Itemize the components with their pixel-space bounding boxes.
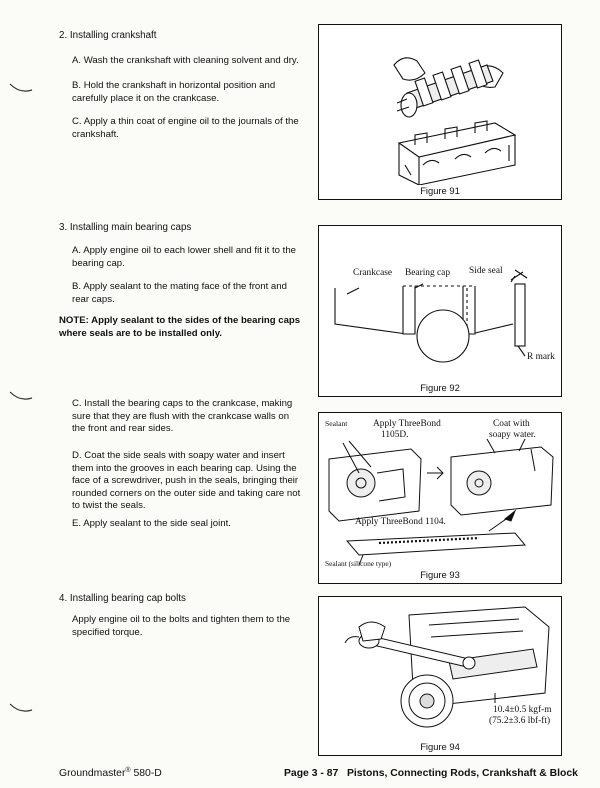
step-text: A. Wash the crankshaft with cleaning solvent and dry. xyxy=(72,55,299,66)
figure-caption: Figure 91 xyxy=(420,185,460,196)
step-text: D. Coat the side seals with soapy water and insert them into the grooves in each bearing cap. Using the face of a screwdriver, push in the seals, bringing their rounded corners on the outer side and taking care not to twist the seals. xyxy=(72,450,301,511)
figure-92 xyxy=(318,225,562,397)
step-text: Apply engine oil to the bolts and tighten them to the specified torque. xyxy=(72,614,291,638)
binder-mark-icon xyxy=(8,388,36,404)
binder-mark-icon xyxy=(8,80,36,96)
label-apply-1105d: 1105D. xyxy=(381,430,409,440)
figure-93 xyxy=(318,412,562,584)
step-text: C. Install the bearing caps to the crankcase, making sure that they are flush with the crankcase walls on the front and rear sides. xyxy=(72,398,293,434)
label-apply-1105d: Apply ThreeBond xyxy=(373,419,441,429)
label-crankcase: Crankcase xyxy=(353,268,393,278)
label-coat-soapy: soapy water. xyxy=(489,430,536,440)
binder-mark-icon xyxy=(8,700,36,716)
figure-caption: Figure 92 xyxy=(420,382,460,393)
label-coat-soapy: Coat with xyxy=(493,419,530,429)
label-bearing-cap: Bearing cap xyxy=(405,268,451,278)
label-sealant-silicone: Sealant (silicone type) xyxy=(325,559,392,568)
step-text: B. Hold the crankshaft in horizontal position and carefully place it on the crankcase. xyxy=(72,80,276,104)
label-apply-1104: Apply ThreeBond 1104. xyxy=(355,517,446,527)
footer-model-number: 580-D xyxy=(130,768,162,779)
footer-page-ref: Page 3 - 87 Pistons, Connecting Rods, Crankshaft & Block xyxy=(284,768,578,779)
torque-spec: (75.2±3.6 lbf-ft) xyxy=(489,716,551,726)
label-side-seal: Side seal xyxy=(469,266,503,276)
step-text: C. Apply a thin coat of engine oil to the journals of the crankshaft. xyxy=(72,116,299,140)
footer-model xyxy=(59,768,162,779)
step-text: E. Apply sealant to the side seal joint. xyxy=(72,518,231,529)
figure-94 xyxy=(318,596,562,756)
label-r-mark: R mark xyxy=(527,352,555,362)
figure-caption: Figure 94 xyxy=(420,741,460,752)
section-heading-bearing-caps: 3. Installing main bearing caps xyxy=(59,222,192,233)
note-text: NOTE: Apply sealant to the sides of the bearing caps where seals are to be installed only. xyxy=(59,315,301,339)
footer-model-name: Groundmaster xyxy=(59,768,126,779)
section-heading-crankshaft: 2. Installing crankshaft xyxy=(59,30,157,41)
section-heading-cap-bolts: 4. Installing bearing cap bolts xyxy=(59,593,186,604)
label-sealant: Sealant xyxy=(325,419,348,428)
figure-91 xyxy=(318,24,562,200)
figure-caption: Figure 93 xyxy=(420,569,460,580)
registered-mark: ® xyxy=(125,767,131,774)
crankshaft-illustration xyxy=(319,25,561,185)
torque-spec: 10.4±0.5 kgf-m xyxy=(493,705,552,715)
step-text: A. Apply engine oil to each lower shell and fit it to the bearing cap. xyxy=(72,245,296,269)
bearing-cap-diagram xyxy=(319,226,561,386)
step-text: B. Apply sealant to the mating face of the front and rear caps. xyxy=(72,281,287,305)
